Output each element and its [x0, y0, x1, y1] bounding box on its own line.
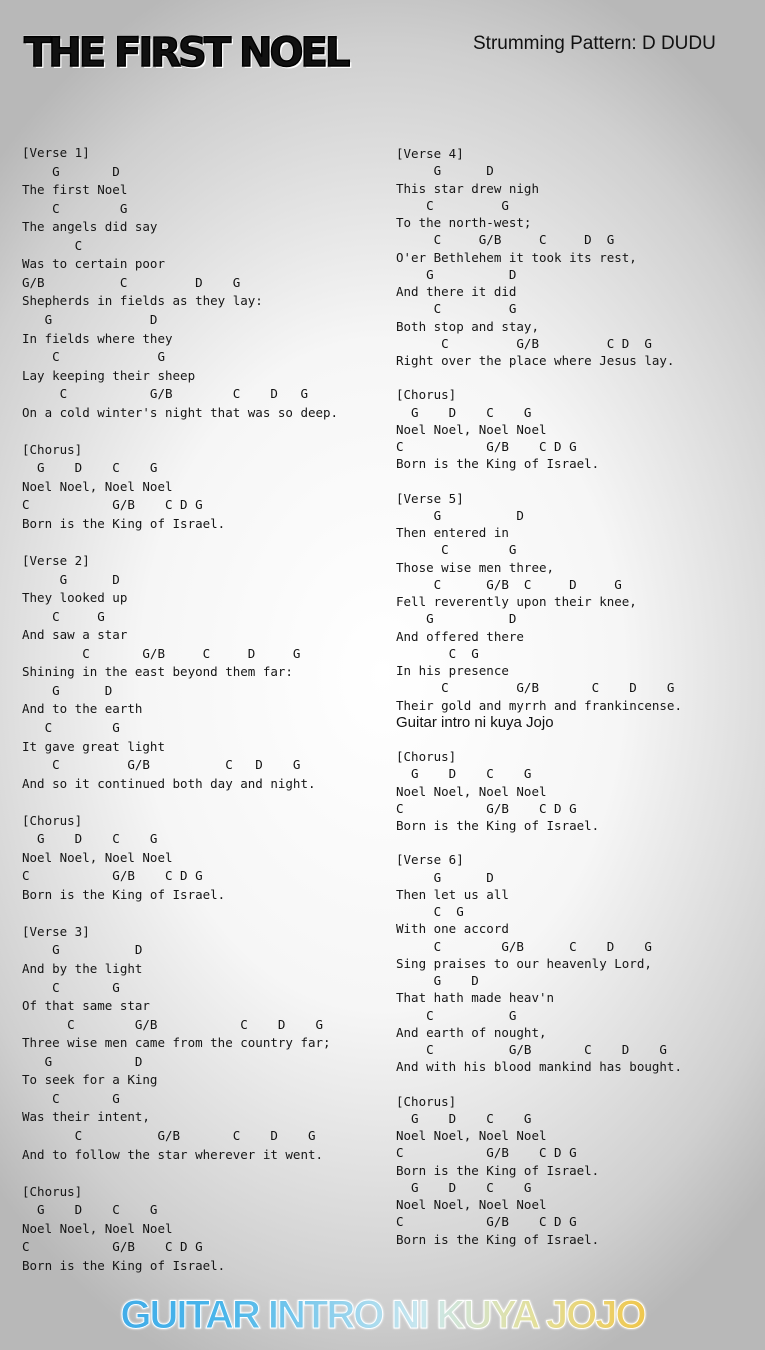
lyric-line: Sing praises to our heavenly Lord, [396, 955, 652, 971]
chord-line: C G [396, 645, 479, 661]
lyric-line: Shepherds in fields as they lay: [22, 293, 263, 309]
chord-line: G D C G [396, 404, 532, 420]
lyric-line: Both stop and stay, [396, 318, 539, 334]
lyric-line: Then entered in [396, 525, 509, 540]
chord-line: C G [396, 301, 517, 317]
lyric-line: It gave great light [22, 738, 165, 754]
lyric-line: And to follow the star wherever it went. [22, 1146, 324, 1162]
lyric-line: Their gold and myrrh and frankincense. [396, 697, 682, 713]
lyric-line: Noel Noel, Noel Noel [396, 421, 547, 437]
chord-line: C G [22, 979, 120, 995]
section-label: [Chorus] [396, 1093, 457, 1109]
lyric-line: In fields where they [22, 330, 173, 346]
chord-line: C G/B C D G [396, 800, 577, 816]
lyric-line: Shining in the east beyond them far: [22, 664, 293, 680]
chord-line: G D C G [396, 1110, 532, 1126]
footer-banner: GUITAR INTRO NI KUYA JOJO [0, 1293, 765, 1338]
chord-line: C G/B C D G [396, 576, 622, 592]
lyric-line: This star drew nigh [396, 180, 539, 196]
lyric-line: They looked up [22, 590, 128, 606]
chord-line: G D [22, 571, 120, 587]
lyric-line: To the north-west; [396, 215, 532, 230]
chord-line: C G/B C D G [22, 1239, 203, 1255]
lyric-line: Was to certain poor [22, 256, 165, 272]
chord-line: G/B C D G [22, 274, 241, 290]
chord-line: C G [396, 1007, 517, 1023]
lyric-line: Then let us all [396, 886, 509, 902]
lyric-line: Born is the King of Israel. [396, 1231, 600, 1247]
chord-line: C G [22, 349, 165, 365]
chord-line: C G/B C D G [22, 645, 301, 661]
lyric-line: Three wise men came from the country far; [22, 1035, 331, 1051]
chord-line: C [22, 237, 83, 253]
lyric-line: Right over the place where Jesus lay. [396, 353, 675, 368]
chord-line: C G/B C D G [22, 1127, 316, 1143]
chord-line: G D [396, 973, 479, 988]
lyric-line: And offered there [396, 628, 524, 644]
lyric-line: Born is the King of Israel. [396, 456, 600, 472]
lyric-line: Noel Noel, Noel Noel [396, 783, 547, 799]
lyric-line: With one accord [396, 921, 509, 937]
section-label: [Chorus] [22, 1183, 83, 1199]
chord-line: C G/B C D G [396, 1214, 577, 1230]
lyric-line: The angels did say [22, 219, 158, 235]
chord-line: C G/B C D G [22, 757, 301, 773]
chord-line: C G/B C D G [396, 1145, 577, 1161]
chord-line: C G/B C D G [22, 386, 308, 402]
chord-line: G D [22, 942, 143, 958]
chord-line: G D [22, 163, 120, 179]
chord-line: G D [396, 507, 524, 523]
lyric-line: Fell reverently upon their knee, [396, 594, 637, 609]
page-title: THE FIRST NOEL [24, 30, 348, 76]
lyric-line: Born is the King of Israel. [22, 886, 226, 902]
lyric-line: Born is the King of Israel. [396, 1162, 600, 1178]
chord-line: C G [22, 200, 128, 216]
section-label: [Chorus] [22, 441, 83, 457]
lyric-line: Those wise men three, [396, 559, 555, 575]
chord-line: G D C G [22, 1202, 158, 1218]
chord-line: G D [396, 869, 494, 885]
section-label: [Chorus] [22, 812, 83, 828]
intro-note: Guitar intro ni kuya Jojo [396, 713, 554, 731]
chord-line: G D C G [396, 1179, 532, 1195]
lyric-line: And so it continued both day and night. [22, 775, 316, 791]
lyric-line: And to the earth [22, 701, 143, 717]
section-label: [Verse 6] [396, 852, 464, 868]
lyric-line: Noel Noel, Noel Noel [22, 849, 173, 865]
lyric-line: The first Noel [22, 182, 128, 198]
lyric-line: Born is the King of Israel. [22, 515, 226, 531]
lyric-line: In his presence [396, 663, 509, 678]
chord-line: C G/B C D G [22, 868, 203, 884]
lyric-line: Noel Noel, Noel Noel [396, 1128, 547, 1143]
lyric-line: Noel Noel, Noel Noel [396, 1197, 547, 1212]
lyric-line: Noel Noel, Noel Noel [22, 478, 173, 494]
section-label: [Verse 5] [396, 490, 464, 506]
chord-line: C G [396, 542, 517, 558]
lyric-line: And there it did [396, 284, 517, 299]
lyric-line: To seek for a King [22, 1072, 158, 1088]
chord-line: G D [396, 163, 494, 179]
lyric-line: And with his blood mankind has bought. [396, 1059, 682, 1075]
chord-line: C G [22, 608, 105, 624]
section-label: [Chorus] [396, 387, 457, 403]
lyric-line: On a cold winter's night that was so deep. [22, 404, 339, 420]
chord-line: C G/B C D G [396, 335, 652, 351]
chord-line: C G [396, 904, 464, 919]
lyric-line: O'er Bethlehem it took its rest, [396, 249, 637, 265]
chord-line: G D C G [22, 460, 158, 476]
chord-line: G D C G [396, 766, 532, 782]
lyric-line: Of that same star [22, 998, 150, 1014]
chord-line: G D [396, 266, 517, 282]
lyric-line: And saw a star [22, 627, 128, 643]
section-label: [Verse 1] [22, 145, 90, 160]
chord-line: C G [22, 1090, 120, 1106]
chord-line: C G/B C D G [396, 938, 652, 954]
lyric-line: Born is the King of Israel. [396, 818, 600, 833]
section-label: [Chorus] [396, 749, 457, 764]
chord-line: G D [22, 682, 113, 698]
lyric-line: Noel Noel, Noel Noel [22, 1220, 173, 1236]
chord-line: G D [396, 611, 517, 627]
lyric-line: And earth of nought, [396, 1024, 547, 1040]
section-label: [Verse 4] [396, 146, 464, 161]
chord-line: C G/B C D G [396, 1042, 667, 1057]
chord-line: C G/B C D G [396, 232, 615, 248]
chord-line: C G/B C D G [396, 439, 577, 454]
chord-line: C G/B C D G [396, 680, 675, 696]
lyric-line: Born is the King of Israel. [22, 1257, 226, 1273]
chord-line: C G/B C D G [22, 497, 203, 513]
section-label: [Verse 3] [22, 923, 90, 939]
strumming-pattern: Strumming Pattern: D DUDU [473, 33, 716, 54]
chord-line: G D C G [22, 831, 158, 847]
lyric-line: And by the light [22, 961, 143, 976]
chord-line: C G [22, 719, 120, 735]
chord-line: G D [22, 1053, 143, 1069]
chord-line: C G [396, 197, 509, 213]
lyric-line: Lay keeping their sheep [22, 367, 196, 383]
section-label: [Verse 2] [22, 553, 90, 568]
chord-line: G D [22, 311, 158, 327]
lyric-line: Was their intent, [22, 1109, 150, 1125]
chord-line: C G/B C D G [22, 1016, 324, 1032]
lyric-line: That hath made heav'n [396, 990, 555, 1006]
